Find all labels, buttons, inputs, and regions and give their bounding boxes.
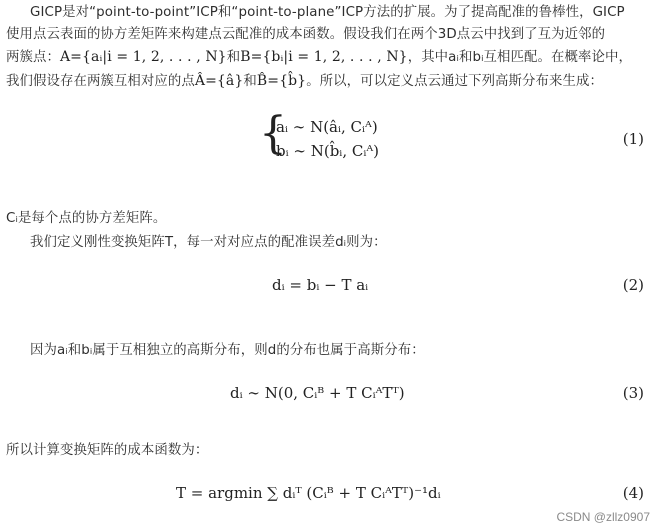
equation-1-number: (1)	[622, 130, 644, 148]
intro-line-3	[6, 46, 652, 69]
left-brace: {	[259, 108, 287, 159]
equation-1-row-1: aᵢ ∼ N(âᵢ, Cᵢᴬ)	[276, 118, 378, 136]
and-word-2: 和	[243, 74, 257, 89]
hat-b-math: B̂={b̂}	[256, 73, 307, 89]
equation-4	[0, 480, 658, 510]
equation-2	[0, 272, 658, 300]
equation-3-number: (3)	[622, 384, 644, 402]
watermark: CSDN @zllz0907	[556, 510, 650, 524]
hat-a-math: Â={â}	[194, 73, 244, 89]
intro-line-4-start: 我们假设存在两簇互相对应的点	[6, 74, 195, 89]
intro-line-3-start: 两簇点：	[6, 50, 60, 65]
set-b-math: B={bᵢ|i = 1, 2, . . . , N}	[240, 49, 408, 65]
equation-1	[0, 110, 658, 170]
equation-4-expr: T = argmin ∑ dᵢᵀ (Cᵢᴮ + T CᵢᴬTᵀ)⁻¹dᵢ	[176, 484, 441, 502]
intro-line-1: GICP是对“point-to-point”ICP和“point-to-plane”ICP方法的扩展。为了提高配准的鲁棒性，GICP	[30, 5, 625, 20]
covariance-sentence: Cᵢ是每个点的协方差矩阵。	[6, 211, 167, 226]
equation-4-number: (4)	[622, 484, 644, 502]
intro-line-3-end: ，其中aᵢ和bᵢ互相匹配。在概率论中，	[407, 50, 632, 65]
equation-3	[0, 380, 658, 408]
equation-3-expr: dᵢ ∼ N(0, Cᵢᴮ + T CᵢᴬTᵀ)	[230, 384, 405, 402]
intro-line-4-end: 。所以，可以定义点云通过下列高斯分布来生成：	[306, 74, 603, 89]
and-word-1: 和	[226, 50, 241, 65]
intro-line-4	[6, 70, 652, 93]
gaussian-sentence: 因为aᵢ和bᵢ属于互相独立的高斯分布，则d的分布也属于高斯分布：	[30, 343, 425, 358]
equation-1-row-2: bᵢ ∼ N(b̂ᵢ, Cᵢᴬ)	[276, 142, 380, 160]
equation-2-number: (2)	[622, 276, 644, 294]
cost-function-sentence: 所以计算变换矩阵的成本函数为：	[6, 443, 209, 458]
rigid-transform-sentence: 我们定义刚性变换矩阵T，每一对对应点的配准误差dᵢ则为：	[30, 235, 387, 250]
set-a-math: A={aᵢ|i = 1, 2, . . . , N}	[59, 49, 227, 65]
equation-2-expr: dᵢ = bᵢ − T aᵢ	[272, 276, 369, 294]
intro-line-2: 使用点云表面的协方差矩阵来构建点云配准的成本函数。假设我们在两个3D点云中找到了互为近邻的	[6, 27, 606, 42]
